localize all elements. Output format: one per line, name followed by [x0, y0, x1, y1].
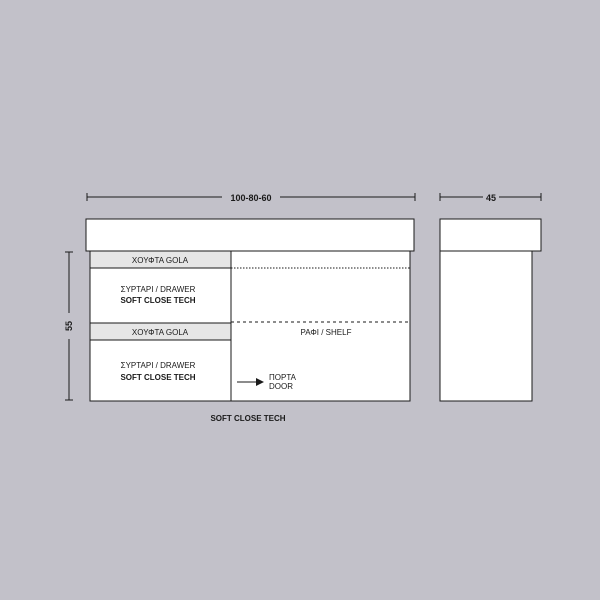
door-label-en: DOOR — [269, 382, 293, 391]
drawer-bottom-label: ΣΥΡΤΑΡΙ / DRAWER — [120, 361, 196, 370]
drawer-top-soft-close: SOFT CLOSE TECH — [120, 296, 196, 305]
side-body — [440, 251, 532, 401]
width-dimension — [87, 193, 415, 203]
depth-dimension-label: 45 — [485, 193, 497, 203]
door-label-gr: ΠΟΡΤΑ — [269, 373, 296, 382]
drawer-bottom-soft-close: SOFT CLOSE TECH — [120, 373, 196, 382]
gola-top-label: ΧΟΥΦΤΑ GOLA — [131, 256, 189, 265]
height-dimension-label: 55 — [64, 320, 74, 332]
drawer-top-label: ΣΥΡΤΑΡΙ / DRAWER — [120, 285, 196, 294]
shelf-label: ΡΑΦΙ / SHELF — [300, 328, 352, 337]
width-dimension-label: 100-80-60 — [230, 193, 272, 203]
soft-close-caption: SOFT CLOSE TECH — [210, 414, 286, 423]
front-top-slab — [86, 219, 414, 251]
gola-bottom-label: ΧΟΥΦΤΑ GOLA — [131, 328, 189, 337]
side-top-slab — [440, 219, 541, 251]
depth-dimension — [440, 193, 541, 203]
height-dimension — [64, 252, 74, 400]
